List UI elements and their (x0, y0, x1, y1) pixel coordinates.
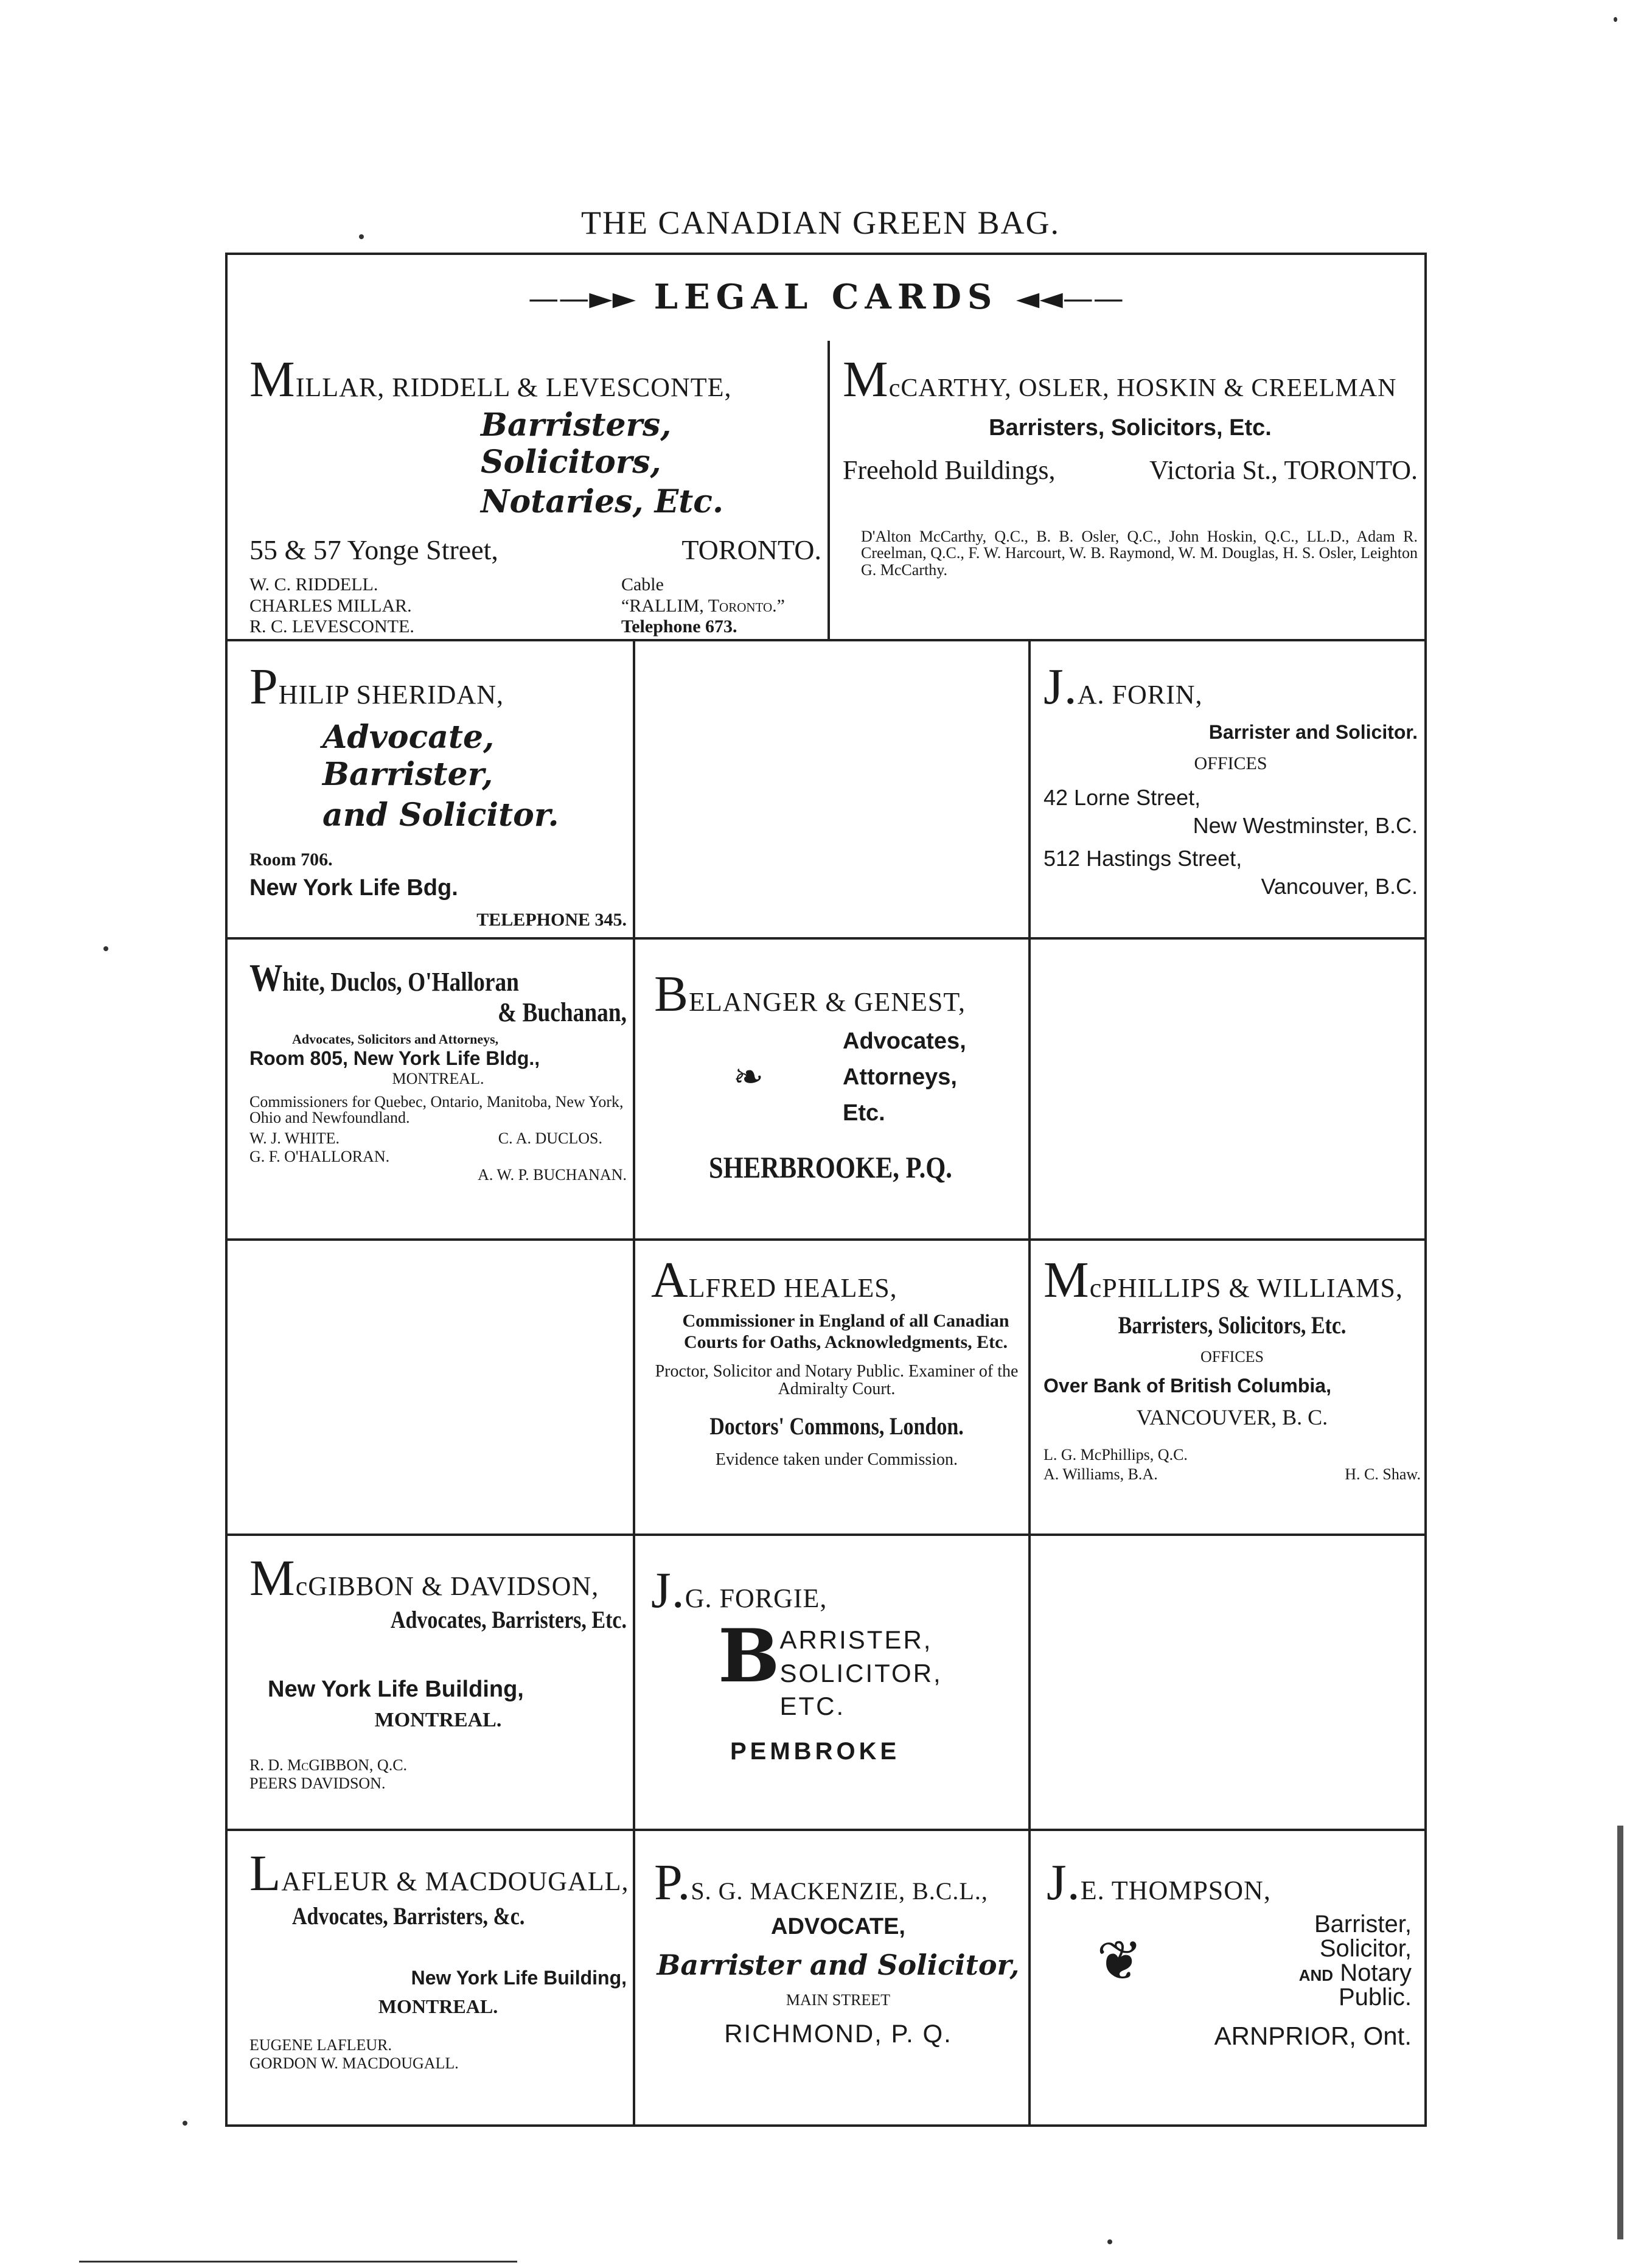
card-city: VANCOUVER, B. C. (1136, 1405, 1328, 1429)
card-profession: Etc. (843, 1100, 885, 1126)
legal-cards-banner (225, 277, 1427, 317)
banner-title: LEGAL CARDS (653, 277, 998, 317)
address-2-city: Vancouver, B.C. (1261, 874, 1418, 899)
card-profession: Advocates, Barristers, &c. (292, 1902, 525, 1930)
card-profession: Attorneys, (843, 1064, 957, 1090)
card-alfred-heales (651, 1252, 1022, 1527)
cable-label: Cable (621, 574, 664, 595)
card-mackenzie (654, 1854, 1022, 2118)
card-name: McGIBBON & DAVIDSON, (249, 1550, 599, 1607)
card-profession-2: Notaries, Etc. (481, 483, 724, 520)
card-city: PEMBROKE (730, 1737, 901, 1765)
card-profession: Advocates, Solicitors and Attorneys, (292, 1031, 499, 1047)
card-building: New York Life Building, (411, 1967, 627, 1989)
card-profession: Advocate, Barrister, (322, 719, 495, 793)
address-2: 512 Hastings Street, (1043, 846, 1242, 871)
partner-name: L. G. McPhillips, Q.C. (1043, 1446, 1188, 1464)
partner-name: R. C. LEVESCONTE. (249, 616, 414, 637)
card-profession: Barristers, Solicitors, Etc. (989, 415, 1272, 441)
floral-ornament-icon: ❦ (1096, 1931, 1143, 1992)
card-city: MONTREAL. (392, 1070, 484, 1087)
card-place: Doctors' Commons, London. (709, 1412, 964, 1440)
card-name: BELANGER & GENEST, (654, 966, 966, 1022)
card-street: MAIN STREET (786, 1991, 891, 2009)
card-commission: Commissioners for Quebec, Ontario, Manitoba, New York, Ohio and Newfoundland. (249, 1093, 624, 1126)
card-city: MONTREAL. (378, 1995, 498, 2017)
divider-col-1 (633, 639, 635, 2127)
scan-speck (103, 946, 108, 951)
scroll-ornament-icon: ❧ (733, 1057, 764, 1098)
card-room: Room 706. (249, 850, 333, 870)
divider-top-middle (827, 341, 830, 639)
card-profession: Notary (1340, 1959, 1412, 1986)
divider-row-4 (225, 1534, 1427, 1536)
telephone: TELEPHONE 345. (476, 910, 627, 930)
card-millar-riddell (249, 351, 821, 637)
card-profession: Barrister, (1314, 1911, 1412, 1938)
card-city: ARNPRIOR, Ont. (1214, 2022, 1412, 2050)
card-evidence: Evidence taken under Commission. (715, 1450, 958, 1469)
card-profession-2: and Solicitor. (322, 797, 559, 834)
card-mccarthy-osler (843, 351, 1418, 633)
divider-col-2 (1028, 639, 1031, 2127)
partner-name: CHARLES MILLAR. (249, 595, 412, 616)
card-name: McCARTHY, OSLER, HOSKIN & CREELMAN (843, 351, 1397, 408)
card-city: SHERBROOKE, P.Q. (709, 1150, 952, 1184)
partner-list: D'Alton McCarthy, Q.C., B. B. Osler, Q.C., John Hoskin, Q.C., LL.D., Adam R. Creelman, Q.C., F. W. Harcourt, W. B. Raymond, W. M. Douglas, H. S. Osler, Leighton G. McCarthy. (861, 528, 1418, 579)
card-name: MILLAR, RIDDELL & LEVESCONTE, (249, 351, 732, 408)
scan-speck (359, 234, 364, 239)
and-label: AND (1298, 1966, 1334, 1984)
card-name: ALFRED HEALES, (651, 1252, 897, 1308)
card-belanger-genest (654, 966, 1019, 1235)
card-name: McPHILLIPS & WILLIAMS, (1043, 1252, 1403, 1308)
card-building: New York Life Building, (268, 1677, 524, 1702)
divider-row-5 (225, 1829, 1427, 1831)
scan-speck (1614, 17, 1617, 22)
card-address: Over Bank of British Columbia, (1043, 1375, 1331, 1397)
card-name: PHILIP SHERIDAN, (249, 658, 504, 715)
partner-name: EUGENE LAFLEUR. (249, 2036, 392, 2054)
scan-speck (1107, 2239, 1112, 2244)
card-profession: ETC. (779, 1692, 846, 1721)
partner-name: H. C. Shaw. (1345, 1465, 1421, 1483)
card-room: Room 805, New York Life Bldg., (249, 1047, 540, 1069)
partner-name: A. Williams, B.A. (1043, 1465, 1158, 1483)
card-name: P.S. G. MACKENZIE, B.C.L., (654, 1854, 988, 1911)
divider-row-1 (225, 639, 1427, 641)
left-ornament-icon: ——►► (528, 281, 636, 316)
card-profession: Barristers, Solicitors, (481, 406, 672, 481)
address-1-city: New Westminster, B.C. (1193, 813, 1418, 838)
card-city: TORONTO. (681, 534, 821, 565)
card-forin (1043, 658, 1418, 934)
bottom-rule (79, 2261, 517, 2263)
partner-name: PEERS DAVIDSON. (249, 1774, 386, 1792)
divider-row-3 (225, 1238, 1427, 1241)
card-profession: Advocates, (843, 1028, 966, 1054)
card-philip-sheridan (249, 658, 627, 934)
partner-name: A. W. P. BUCHANAN. (478, 1166, 627, 1184)
page-header: THE CANADIAN GREEN BAG. (581, 204, 1060, 241)
card-profession: Barrister and Solicitor. (1208, 721, 1418, 743)
partner-name: GORDON W. MACDOUGALL. (249, 2054, 459, 2072)
partner-name: C. A. DUCLOS. (498, 1129, 602, 1147)
card-profession: ARRISTER, (779, 1625, 933, 1654)
cable-address: “RALLIM, Toronto.” (621, 595, 785, 616)
right-ornament-icon: ◄◄—— (1016, 281, 1124, 316)
card-building: New York Life Bdg. (249, 875, 458, 901)
address-1: 42 Lorne Street, (1043, 785, 1201, 810)
card-profession: Barristers, Solicitors, Etc. (1118, 1311, 1347, 1339)
partner-name: G. F. O'HALLORAN. (249, 1148, 390, 1165)
partner-name: W. J. WHITE. (249, 1129, 340, 1147)
card-name: J.E. THOMPSON, (1047, 1854, 1271, 1911)
card-street: Victoria St., TORONTO. (1149, 455, 1418, 485)
card-thompson (1047, 1854, 1418, 2118)
card-detail: Proctor, Solicitor and Notary Public. Examiner of the Admiralty Court. (655, 1362, 1019, 1399)
telephone: Telephone 673. (621, 616, 737, 637)
card-profession: Advocates, Barristers, Etc. (390, 1606, 627, 1633)
card-name: LAFLEUR & MACDOUGALL, (249, 1845, 629, 1902)
card-white-duclos (249, 955, 627, 1235)
offices-label: OFFICES (1194, 753, 1267, 773)
card-name-2: & Buchanan, (497, 997, 627, 1027)
card-name: White, Duclos, O'Halloran (249, 956, 519, 999)
card-profession: SOLICITOR, (779, 1658, 942, 1687)
card-address: 55 & 57 Yonge Street, (249, 534, 498, 565)
partner-name: W. C. RIDDELL. (249, 574, 378, 595)
card-forgie (651, 1562, 1022, 1826)
card-lafleur-macdougall (249, 1845, 629, 2121)
card-profession: Public. (1338, 1984, 1412, 2011)
divider-row-2 (225, 937, 1427, 940)
card-mcgibbon-davidson (249, 1550, 627, 1826)
card-name: J.G. FORGIE, (651, 1562, 827, 1619)
card-address: Freehold Buildings, (843, 455, 1056, 485)
card-city: MONTREAL. (374, 1709, 502, 1731)
card-name: J.A. FORIN, (1043, 658, 1203, 715)
binding-edge-mark (1617, 1826, 1623, 2239)
card-profession-2: Barrister and Solicitor, (657, 1949, 1020, 1981)
card-mcphillips-williams (1043, 1252, 1421, 1527)
scan-speck (183, 2121, 187, 2126)
card-profession: Commissioner in England of all Canadian Courts for Oaths, Acknowledgments, Etc. (682, 1311, 1009, 1352)
offices-label: OFFICES (1200, 1348, 1264, 1366)
partner-name: R. D. McGIBBON, Q.C. (249, 1756, 408, 1774)
card-city: RICHMOND, P. Q. (724, 2019, 952, 2048)
card-profession: Solicitor, (1319, 1935, 1412, 1962)
ornate-initial: B (718, 1613, 780, 1699)
card-profession: ADVOCATE, (771, 1914, 905, 1939)
